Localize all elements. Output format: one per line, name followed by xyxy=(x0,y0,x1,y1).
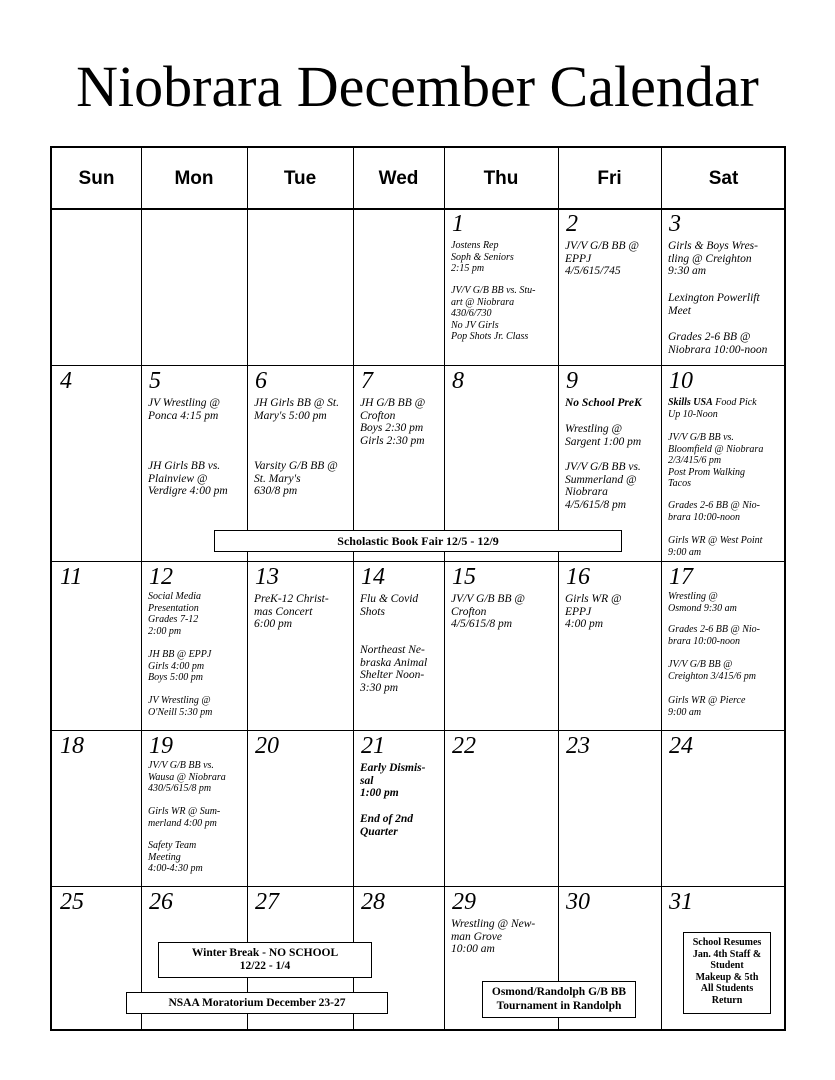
date-number: 11 xyxy=(60,564,83,590)
date-number: 22 xyxy=(452,733,476,759)
date-number: 5 xyxy=(149,368,161,394)
date-number: 3 xyxy=(669,211,681,237)
event-text: Grades 2-6 BB @ Nio- brara 10:00-noon xyxy=(668,500,760,523)
event-text: JH Girls BB @ St. Mary's 5:00 pm xyxy=(254,397,340,422)
day-header-sat: Sat xyxy=(708,168,739,189)
day-cell-10 xyxy=(661,366,786,561)
date-number: 18 xyxy=(60,733,84,759)
event-text: Wrestling @ Osmond 9:30 am xyxy=(668,591,737,614)
event-text: JH BB @ EPPJ Girls 4:00 pm Boys 5:00 pm xyxy=(148,649,212,683)
day-cell-4 xyxy=(52,366,141,561)
event-text: JV/V G/B BB @ Creighton 3/415/6 pm xyxy=(668,659,756,682)
day-cell-2 xyxy=(558,209,661,365)
date-number: 13 xyxy=(255,564,279,590)
calendar-grid xyxy=(50,146,786,1031)
event-text: JV/V G/B BB vs. Bloomfield @ Niobrara 2/3/415/6 pm Post Prom Walking Tacos xyxy=(668,432,764,489)
event-text: No School PreK xyxy=(565,397,642,409)
date-number: 26 xyxy=(149,889,173,915)
date-number: 7 xyxy=(361,368,373,394)
date-number: 6 xyxy=(255,368,267,394)
date-number: 28 xyxy=(361,889,385,915)
day-cell-3 xyxy=(661,209,786,365)
event-text: Varsity G/B BB @ St. Mary's 630/8 pm xyxy=(254,460,338,497)
date-number: 4 xyxy=(60,368,72,394)
event-text-rest: Food Pick Up 10-Noon xyxy=(668,397,757,420)
event-text: Wrestling @ Sargent 1:00 pm xyxy=(565,423,642,448)
event-text: Early Dismis- sal 1:00 pm xyxy=(360,762,426,799)
day-cell-23 xyxy=(558,731,661,886)
event-text: JV/V G/B BB vs. Wausa @ Niobrara 430/5/615/8 pm xyxy=(148,760,226,794)
day-cell-24 xyxy=(661,731,786,886)
day-cell-11 xyxy=(52,562,141,730)
school-resumes-banner: School Resumes Jan. 4th Staff & Student Makeup & 5th All Students Return xyxy=(683,932,771,1014)
date-number: 10 xyxy=(669,368,693,394)
date-number: 29 xyxy=(452,889,476,915)
date-number: 12 xyxy=(149,564,173,590)
day-cell-18 xyxy=(52,731,141,886)
day-header-wed: Wed xyxy=(378,168,419,189)
event-text: JV/V G/B BB @ Crofton 4/5/615/8 pm xyxy=(451,593,525,630)
date-number: 27 xyxy=(255,889,279,915)
day-cell-12 xyxy=(141,562,247,730)
event-text: JV/V G/B BB vs. Stu- art @ Niobrara 430/6/730 No JV Girls Pop Shots Jr. Class xyxy=(451,285,536,342)
event-text: JV Wrestling @ O'Neill 5:30 pm xyxy=(148,695,213,718)
osmond-tournament-banner: Osmond/Randolph G/B BB Tournament in Randolph xyxy=(482,981,636,1018)
day-cell-15 xyxy=(444,562,558,730)
nsaa-moratorium-banner: NSAA Moratorium December 23-27 xyxy=(126,992,388,1014)
day-cell-1 xyxy=(444,209,558,365)
event-text: Wrestling @ New- man Grove 10:00 am xyxy=(451,918,536,955)
event-text: Girls & Boys Wres- tling @ Creighton 9:30 am xyxy=(668,240,758,277)
event-text-bold: Skills USA xyxy=(668,397,713,408)
date-number: 1 xyxy=(452,211,464,237)
event-text: Flu & Covid Shots xyxy=(360,593,419,618)
event-text: JV/V G/B BB vs. Summerland @ Niobrara 4/5/615/8 pm xyxy=(565,461,641,511)
date-number: 24 xyxy=(669,733,693,759)
date-number: 17 xyxy=(669,564,693,590)
event-text xyxy=(668,397,784,420)
event-text: Girls WR @ Sum- merland 4:00 pm xyxy=(148,806,221,829)
event-text: JH G/B BB @ Crofton Boys 2:30 pm Girls 2:30 pm xyxy=(360,397,426,447)
event-text: Girls WR @ EPPJ 4:00 pm xyxy=(565,593,622,630)
event-text: Grades 2-6 BB @ Niobrara 10:00-noon xyxy=(668,331,768,356)
event-text: JV/V G/B BB @ EPPJ 4/5/615/745 xyxy=(565,240,639,277)
date-number: 9 xyxy=(566,368,578,394)
date-number: 2 xyxy=(566,211,578,237)
page-title: Niobrara December Calendar xyxy=(76,54,759,119)
event-text: JH Girls BB vs. Plainview @ Verdigre 4:00 pm xyxy=(148,460,228,497)
day-cell-13 xyxy=(247,562,353,730)
event-text: Girls WR @ West Point 9:00 am xyxy=(668,535,763,558)
book-fair-banner: Scholastic Book Fair 12/5 - 12/9 xyxy=(214,530,622,552)
event-text: PreK-12 Christ- mas Concert 6:00 pm xyxy=(254,593,329,630)
day-cell-17 xyxy=(661,562,786,730)
date-number: 16 xyxy=(566,564,590,590)
date-number: 31 xyxy=(669,889,693,915)
date-number: 8 xyxy=(452,368,464,394)
day-cell-22 xyxy=(444,731,558,886)
date-number: 20 xyxy=(255,733,279,759)
date-number: 23 xyxy=(566,733,590,759)
event-text: Safety Team Meeting 4:00-4:30 pm xyxy=(148,840,203,874)
day-header-fri: Fri xyxy=(597,168,622,189)
date-number: 19 xyxy=(149,733,173,759)
day-header-sun: Sun xyxy=(78,168,115,189)
day-cell-16 xyxy=(558,562,661,730)
day-cell-21 xyxy=(353,731,444,886)
day-cell-19 xyxy=(141,731,247,886)
day-cell-20 xyxy=(247,731,353,886)
event-text: JV Wrestling @ Ponca 4:15 pm xyxy=(148,397,220,422)
winter-break-banner: Winter Break - NO SCHOOL 12/22 - 1/4 xyxy=(158,942,372,978)
event-text: Lexington Powerlift Meet xyxy=(668,292,760,317)
date-number: 14 xyxy=(361,564,385,590)
date-number: 25 xyxy=(60,889,84,915)
event-text: End of 2nd Quarter xyxy=(360,813,414,838)
date-number: 15 xyxy=(452,564,476,590)
event-text: Northeast Ne- braska Animal Shelter Noon- 3:30 pm xyxy=(360,644,428,694)
event-text: Grades 2-6 BB @ Nio- brara 10:00-noon xyxy=(668,624,760,647)
event-text: Girls WR @ Pierce 9:00 am xyxy=(668,695,746,718)
date-number: 21 xyxy=(361,733,385,759)
date-number: 30 xyxy=(566,889,590,915)
day-header-mon: Mon xyxy=(174,168,214,189)
event-text: Jostens Rep Soph & Seniors 2:15 pm xyxy=(451,240,514,274)
day-header-thu: Thu xyxy=(483,168,519,189)
day-cell-14 xyxy=(353,562,444,730)
event-text: Social Media Presentation Grades 7-12 2:00 pm xyxy=(148,591,202,637)
day-header-tue: Tue xyxy=(283,168,317,189)
